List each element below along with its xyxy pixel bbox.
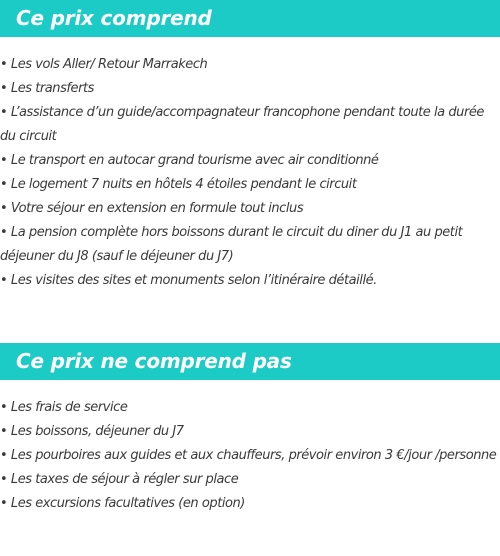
list-item: • Votre séjour en extension en formule tout inclus <box>0 201 304 216</box>
excluded-list <box>0 396 500 516</box>
list-item: • Le logement 7 nuits en hôtels 4 étoiles pendant le circuit <box>0 177 357 192</box>
list-item: • Les frais de service <box>0 400 128 415</box>
list-item: • La pension complète hors boissons durant le circuit du diner du J1 au petit déjeuner du J8 (sauf le déjeuner du J7) <box>0 225 463 264</box>
list-item: • Les boissons, déjeuner du J7 <box>0 424 184 439</box>
list-item: • Les vols Aller/ Retour Marrakech <box>0 57 208 72</box>
list-item: • Les taxes de séjour à régler sur place <box>0 472 239 487</box>
section-title-included: Ce prix comprend <box>0 0 500 37</box>
section-title-excluded: Ce prix ne comprend pas <box>0 343 500 380</box>
list-item: • L’assistance d’un guide/accompagnateur francophone pendant toute la durée du circuit <box>0 105 484 144</box>
included-list <box>0 53 500 293</box>
list-item: • Le transport en autocar grand tourisme avec air conditionné <box>0 153 379 168</box>
list-item: • Les pourboires aux guides et aux chauffeurs, prévoir environ 3 €/jour /personne <box>0 448 497 463</box>
list-item: • Les excursions facultatives (en option) <box>0 496 245 511</box>
list-item: • Les transferts <box>0 81 94 96</box>
list-item: • Les visites des sites et monuments selon l’itinéraire détaillé. <box>0 273 377 288</box>
